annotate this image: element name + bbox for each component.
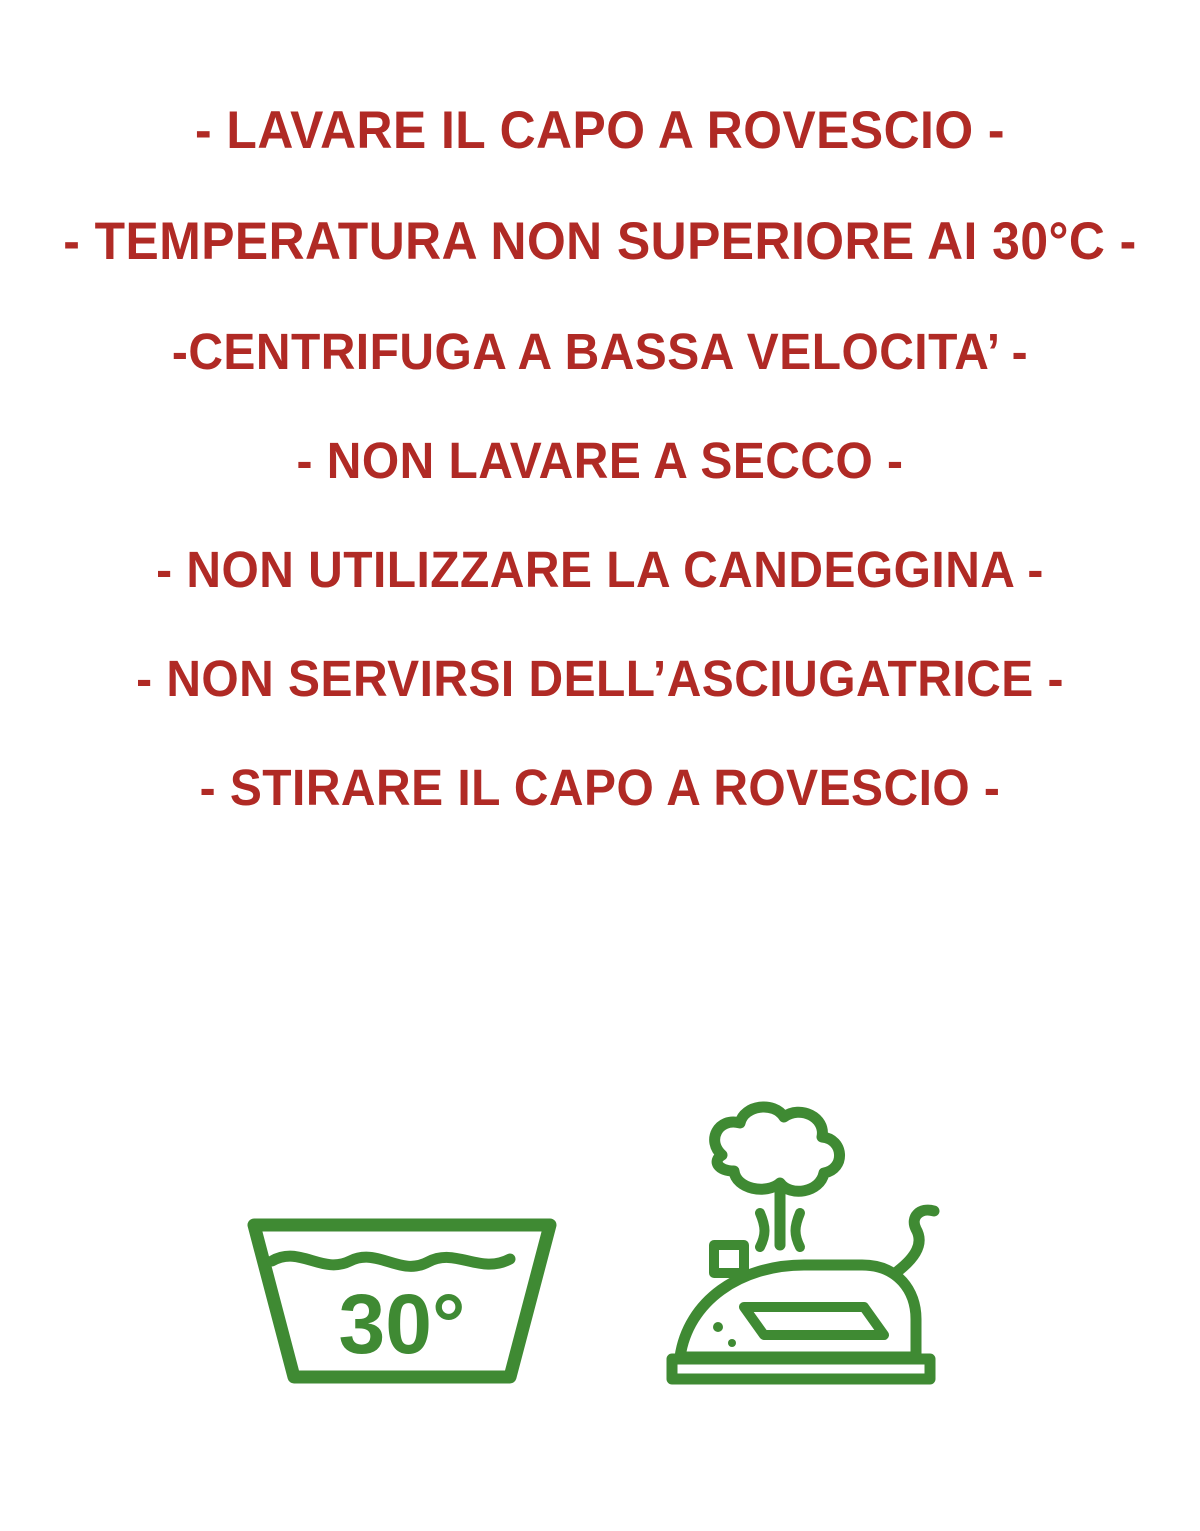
instruction-line: - STIRARE IL CAPO A ROVESCIO - [199,759,1001,816]
svg-text:30°: 30° [338,1277,466,1371]
instruction-line: - NON LAVARE A SECCO - [296,432,904,489]
instruction-line: - NON UTILIZZARE LA CANDEGGINA - [156,541,1044,598]
iron-steam-icon [648,1095,958,1400]
wash-tub-30-icon [242,1205,562,1400]
instruction-line: -CENTRIFUGA A BASSA VELOCITA’ - [171,323,1029,380]
instruction-line: - TEMPERATURA NON SUPERIORE AI 30°C - [63,212,1137,271]
care-symbols-row [0,1095,1200,1400]
instruction-line: - LAVARE IL CAPO A ROVESCIO - [195,101,1005,160]
instruction-line: - NON SERVIRSI DELL’ASCIUGATRICE - [136,650,1064,707]
